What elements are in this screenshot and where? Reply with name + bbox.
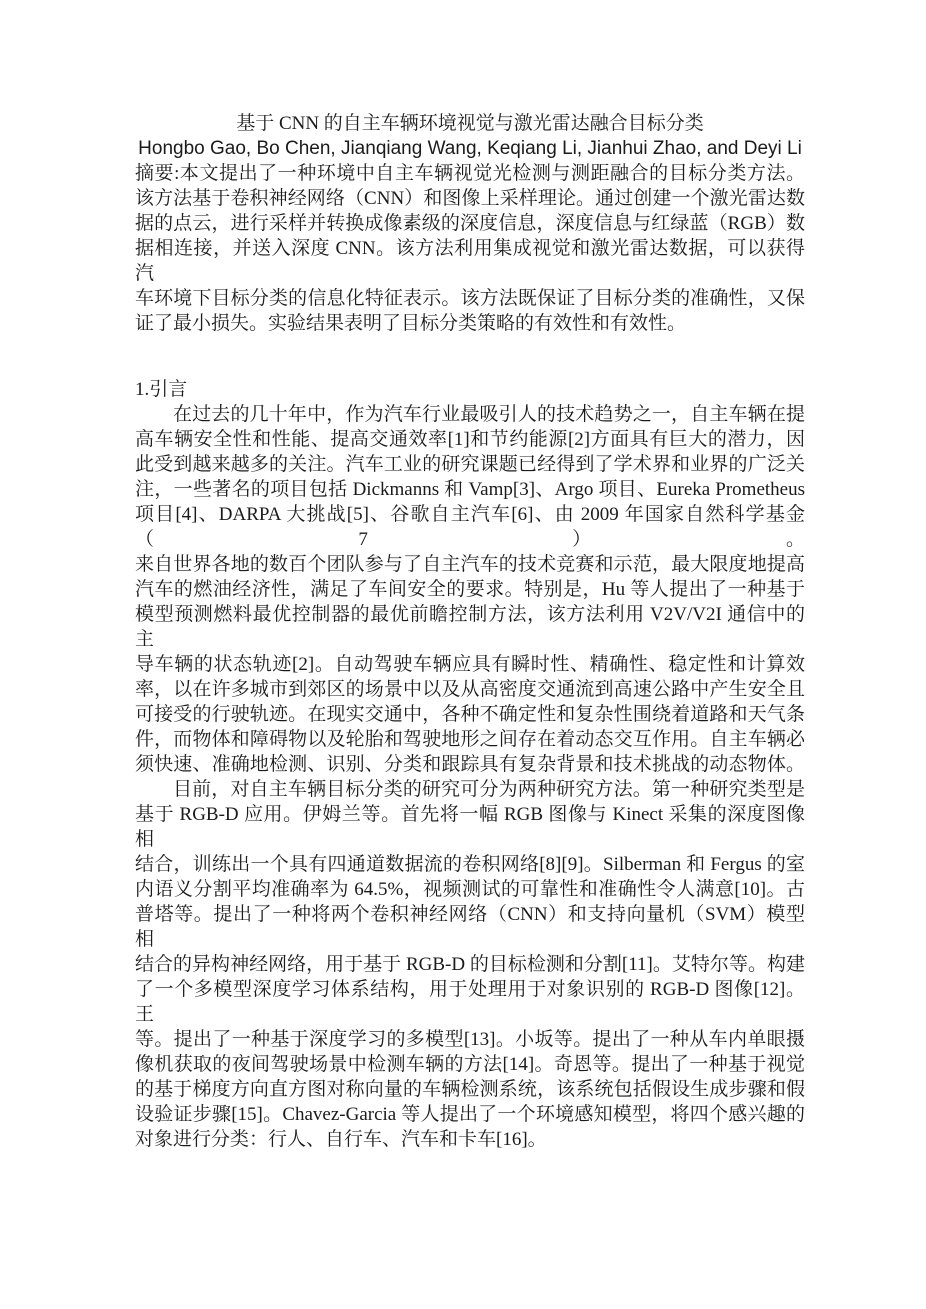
text-line: 了一个多模型深度学习体系结构，用于处理用于对象识别的 RGB-D 图像[12]。王 <box>135 979 805 1025</box>
text-line: 证了最小损失。实验结果表明了目标分类策略的有效性和有效性。 <box>135 313 687 334</box>
text-line: 可接受的行驶轨迹。在现实交通中，各种不确定性和复杂性围绕着道路和天气条 <box>135 704 805 725</box>
paper-title: 基于 CNN 的自主车辆环境视觉与激光雷达融合目标分类 <box>236 113 704 134</box>
text-line: 须快速、准确地检测、识别、分类和跟踪具有复杂背景和技术挑战的动态物体。 <box>135 754 805 775</box>
text-line: 高车辆安全性和性能、提高交通效率[1]和节约能源[2]方面具有巨大的潜力，因 <box>135 429 805 450</box>
text-line: 率，以在许多城市到郊区的场景中以及从高密度交通流到高速公路中产生安全且 <box>135 679 805 700</box>
text-line: 据相连接，并送入深度 CNN。该方法利用集成视觉和激光雷达数据，可以获得汽 <box>135 238 805 284</box>
text-line: 该方法基于卷积神经网络（CNN）和图像上采样理论。通过创建一个激光雷达数 <box>135 188 805 209</box>
text-line: 的基于梯度方向直方图对称向量的车辆检测系统，该系统包括假设生成步骤和假 <box>135 1079 805 1100</box>
text-line: 普塔等。提出了一种将两个卷积神经网络（CNN）和支持向量机（SVM）模型相 <box>135 904 805 950</box>
text-line: 模型预测燃料最优控制器的最优前瞻控制方法，该方法利用 V2V/V2I 通信中的主 <box>135 604 805 650</box>
text-line: 摘要:本文提出了一种环境中自主车辆视觉光检测与测距融合的目标分类方法。 <box>135 163 805 184</box>
text-line: 像机获取的夜间驾驶场景中检测车辆的方法[14]。奇恩等。提出了一种基于视觉 <box>135 1054 805 1075</box>
text-line: 据的点云，进行采样并转换成像素级的深度信息，深度信息与红绿蓝（RGB）数 <box>135 213 805 234</box>
text-line: 在过去的几十年中，作为汽车行业最吸引人的技术趋势之一，自主车辆在提 <box>173 404 805 425</box>
text-line: 等。提出了一种基于深度学习的多模型[13]。小坂等。提出了一种从车内单眼摄 <box>135 1029 805 1050</box>
text-line: 对象进行分类：行人、自行车、汽车和卡车[16]。 <box>135 1129 547 1150</box>
text-line: 件，而物体和障碍物以及轮胎和驾驶地形之间存在着动态交互作用。自主车辆必 <box>135 729 805 750</box>
text-line: 设验证步骤[15]。Chavez-Garcia 等人提出了一个环境感知模型，将四个感兴趣的 <box>135 1104 805 1125</box>
abstract-paragraph <box>135 161 805 336</box>
intro-paragraph-1 <box>135 402 805 777</box>
section-heading-introduction: 1.引言 <box>135 379 188 400</box>
text-line: 此受到越来越多的关注。汽车工业的研究课题已经得到了学术界和业界的广泛关 <box>135 454 805 475</box>
intro-paragraph-2 <box>135 777 805 1152</box>
text-line: 车环境下目标分类的信息化特征表示。该方法既保证了目标分类的准确性，又保 <box>135 288 805 309</box>
paper-authors: Hongbo Gao, Bo Chen, Jianqiang Wang, Keqiang Li, Jianhui Zhao, and Deyi Li <box>138 138 802 159</box>
text-line: 来自世界各地的数百个团队参与了自主汽车的技术竞赛和示范，最大限度地提高 <box>135 554 805 575</box>
text-line: 结合，训练出一个具有四通道数据流的卷积网络[8][9]。Silberman 和 Fergus 的室 <box>135 854 805 875</box>
text-line: 结合的异构神经网络，用于基于 RGB-D 的目标检测和分割[11]。艾特尔等。构建 <box>135 954 805 975</box>
text-line: 导车辆的状态轨迹[2]。自动驾驶车辆应具有瞬时性、精确性、稳定性和计算效 <box>135 654 805 675</box>
text-line: 汽车的燃油经济性，满足了车间安全的要求。特别是，Hu 等人提出了一种基于 <box>135 579 805 600</box>
text-line: 基于 RGB-D 应用。伊姆兰等。首先将一幅 RGB 图像与 Kinect 采集的深度图像相 <box>135 804 805 850</box>
text-line: 项目[4]、DARPA 大挑战[5]、谷歌自主汽车[6]、由 2009 年国家自然科学基金（7）。 <box>135 504 805 550</box>
text-line: 注，一些著名的项目包括 Dickmanns 和 Vamp[3]、Argo 项目、Eureka Prometheus <box>135 479 805 500</box>
text-line: 目前，对自主车辆目标分类的研究可分为两种研究方法。第一种研究类型是 <box>173 779 805 800</box>
text-line: 内语义分割平均准确率为 64.5%，视频测试的可靠性和准确性令人满意[10]。古 <box>135 879 805 900</box>
